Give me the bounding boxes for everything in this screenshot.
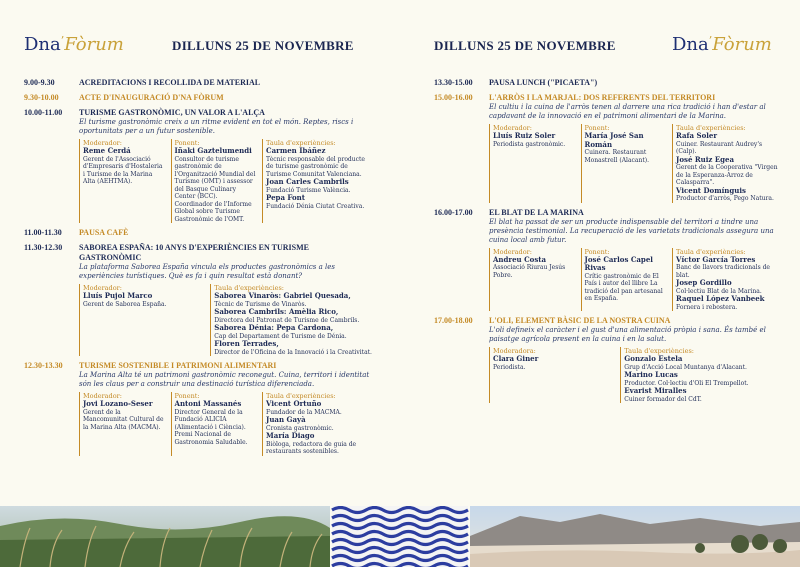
dna-forum-logo-right <box>672 34 772 55</box>
participant-name: Lluís Pujol Marco <box>83 291 153 300</box>
participant-description: Tècnic responsable del producte de turisme gastronòmic de Turisme Comunitat Valenciana. <box>266 155 365 178</box>
session-time: 17.00-18.00 <box>434 316 473 325</box>
participant-description: Director General de la Fundació ALICIA (Alimentació i Ciència). Premi Nacional de Gastronomia Saludable. <box>174 408 248 446</box>
participant-name: Carmen Ibáñez <box>266 146 326 155</box>
participant-name: Antoni Massanés <box>174 399 242 408</box>
session <box>434 316 782 403</box>
participant-name: Saborea Dénia: Pepa Cardona, <box>214 323 334 332</box>
role-label: Moderador: <box>83 392 122 400</box>
participant-name: Raquel López Vanbeek <box>676 294 765 303</box>
session <box>434 208 782 312</box>
session <box>24 93 372 103</box>
participant-name: Gonzalo Estela <box>624 354 683 363</box>
participant-description: Gerent de la Cooperativa "Virgen de la Esperanza-Arroz de Calasparra". <box>676 164 778 186</box>
participant-description: Periodista. <box>493 363 526 371</box>
session <box>434 93 782 203</box>
participant-description: Gerent de Saborea España. <box>83 300 167 308</box>
day-title-left: DILLUNS 25 DE NOVEMBRE <box>172 38 354 53</box>
participant-role <box>581 248 667 312</box>
participant-description: Cuiner formador del CdT. <box>624 395 702 403</box>
session-participants <box>489 124 782 203</box>
participant-role <box>262 139 372 223</box>
session-participants <box>79 139 372 223</box>
participant-description: Grup d'Acció Local Muntanya d'Alacant. <box>624 363 747 371</box>
participant-description: Tècnic de Turisme de Vinaròs. <box>214 300 307 308</box>
role-label: Ponent: <box>174 139 200 147</box>
session-description: El cultiu i la cuina de l'arròs tenen al darrere una rica tradició i han d'estar al capdavant de la innovació en el patrimoni alimentari de la Marina. <box>489 103 766 120</box>
participant-role <box>489 248 575 312</box>
session-title: ACTE D'INAUGURACIÓ D'NA FÒRUM <box>79 93 224 102</box>
participant-role <box>672 124 782 203</box>
logo-dna: Dna <box>672 34 709 55</box>
participant-name: Víctor García Torres <box>676 254 756 264</box>
participant-name: Saborea Vinaròs: Gabriel Quesada, <box>214 291 351 300</box>
participant-description: Cuinera. Restaurant Monastrell (Alacant). <box>584 149 649 164</box>
session <box>24 243 372 356</box>
participant-name: Lluís Ruiz Soler <box>493 131 556 140</box>
dna-forum-logo <box>24 34 124 55</box>
participant-name: Saborea Cambrils: Amèlia Rico, <box>214 307 339 316</box>
participant-description: Fundador de la MACMA. <box>266 408 342 416</box>
logo-forum: Fòrum <box>64 34 124 55</box>
participant-description: Directora del Patronat de Turisme de Cambrils. <box>214 316 360 324</box>
participant-name: José Ruiz Egea <box>676 154 735 164</box>
role-label: Ponent: <box>584 247 610 256</box>
participant-role <box>79 284 204 356</box>
participant-name: Andreu Costa <box>493 254 547 264</box>
participant-name: José Carlos Capel Rivas <box>584 254 653 272</box>
participant-name: Rafa Soler <box>676 131 718 140</box>
participant-description: Gerent de la Mancomunitat Cultural de la Marina Alta (MACMA). <box>83 408 164 431</box>
participant-role <box>262 392 372 456</box>
role-label: Taula d'experiències: <box>266 392 336 400</box>
session-header <box>434 316 782 326</box>
role-label: Moderadora: <box>493 347 536 355</box>
participant-name: Evarist Miralles <box>624 386 687 395</box>
participant-role <box>581 124 667 203</box>
participant-description: Director de l'Oficina de la Innovació i la Creativitat. <box>214 348 372 356</box>
role-label: Ponent: <box>584 124 610 132</box>
mountain-field-photo <box>470 506 800 567</box>
left-column <box>24 78 372 461</box>
participant-description: Crític gastronòmic de El País i autor del llibre La tradició del pan artesanal en España. <box>584 272 663 302</box>
role-label: Taula d'experiències: <box>676 124 746 132</box>
session <box>24 78 372 88</box>
participant-name: Juan Gayà <box>266 415 306 424</box>
participant-role <box>489 347 614 403</box>
participant-description: Gerent de l'Associació d'Empresaris d'Hostaleria i Turisme de la Marina Alta (AEHTMA). <box>83 155 163 185</box>
session-header <box>434 93 782 103</box>
session-title: TURISME GASTRONÒMIC, UN VALOR A L'ALÇA <box>79 108 265 117</box>
participant-role <box>620 347 782 403</box>
session-time: 16.00-17.00 <box>434 207 473 217</box>
participant-role <box>79 139 165 223</box>
session-time: 9.30-10.00 <box>24 93 59 102</box>
photo-strip <box>0 506 800 567</box>
session-title: ACREDITACIONS I RECOLLIDA DE MATERIAL <box>79 78 261 87</box>
participant-description: Productor. Col·lectiu d'Oli El Trempellot. <box>624 379 749 387</box>
role-label: Moderador: <box>83 284 122 292</box>
participant-name: Jovi Lozano-Seser <box>83 399 153 408</box>
participant-description: Periodista gastronòmic. <box>493 140 566 148</box>
participant-name: Marino Lucas <box>624 370 678 379</box>
logo-forum: Fòrum <box>712 34 772 55</box>
role-label: Taula d'experiències: <box>266 139 336 147</box>
role-label: Ponent: <box>174 392 200 400</box>
session-description: La Marina Alta té un patrimoni gastronòmic reconegut. Cuina, territori i identitat són les claus per a construir una destinació turística diferenciada. <box>79 371 370 388</box>
session-description: El turisme gastronòmic creix a un ritme evident en tot el món. Reptes, riscs i oportunitats per a un futur sostenible. <box>79 118 354 135</box>
session-title: L'ARRÒS I LA MARJAL: DOS REFERENTS DEL TERRITORI <box>489 93 716 102</box>
participant-role <box>210 284 372 356</box>
session-description: L'oli defineix el caràcter i el gust d'una alimentació pròpia i sana. És també el paisatge agrícola present en la cuina i en la salut. <box>489 326 766 343</box>
participant-role <box>79 392 165 456</box>
right-column <box>434 78 782 408</box>
session-header <box>24 108 372 118</box>
session-time: 15.00-16.00 <box>434 93 473 102</box>
logo-accent: ’ <box>708 34 713 47</box>
participant-name: Iñaki Gaztelumendi <box>174 146 252 155</box>
session <box>24 108 372 223</box>
participant-name: Reme Cerdá <box>83 146 131 155</box>
session <box>24 228 372 238</box>
participant-role <box>672 248 782 312</box>
participant-role <box>171 139 257 223</box>
session-title: SABOREA ESPAÑA: 10 ANYS D'EXPERIÈNCIES EN TURISME GASTRONÒMIC <box>79 243 309 262</box>
role-label: Moderador: <box>493 124 532 132</box>
participant-description: Cuiner. Restaurant Audrey's (Calp). <box>676 140 763 155</box>
session-header <box>24 78 372 88</box>
role-label: Moderador: <box>493 247 532 256</box>
participant-description: Cap del Departament de Turisme de Dénia. <box>214 332 347 340</box>
session-title: L'OLI, ELEMENT BÀSIC DE LA NOSTRA CUINA <box>489 316 671 325</box>
participant-description: Fornera i rebostera. <box>676 303 738 311</box>
participant-description: Productor d'arròs, Pego Natura. <box>676 195 774 202</box>
participant-name: Floren Terrades, <box>214 339 279 348</box>
session-header <box>434 78 782 88</box>
session-header <box>434 208 782 218</box>
session-description: La plataforma Saborea España vincula els productes gastronòmics a les experiències turístiques. Què es fa i quin resultat està donant? <box>79 263 335 280</box>
role-label: Taula d'experiències: <box>214 284 284 292</box>
session-title: TURISME SOSTENIBLE I PATRIMONI ALIMENTARI <box>79 361 277 370</box>
participant-name: Vicent Ortuño <box>266 399 322 408</box>
waves-pattern <box>332 506 468 567</box>
logo-accent: ’ <box>60 34 65 47</box>
participant-description: Col·lectiu Blat de la Marina. <box>676 287 762 295</box>
participant-name: Pepa Font <box>266 193 306 202</box>
session-header <box>24 228 372 238</box>
session-title: EL BLAT DE LA MARINA <box>489 207 584 217</box>
participant-description: Associació Riurau Jesús Pobre. <box>493 264 566 279</box>
session-header <box>24 361 372 371</box>
session-participants <box>79 392 372 456</box>
session-participants <box>489 248 782 312</box>
session-header <box>24 93 372 103</box>
session-description: El blat ha passat de ser un producte indispensable del territori a tindre una presència testimonial. La recuperació de les varietats tradicionals assegura una cuina local amb futur. <box>489 217 774 244</box>
session-time: 11.00-11.30 <box>24 228 62 237</box>
participant-description: Banc de llavors tradicionals de blat. <box>676 264 770 279</box>
session <box>434 78 782 88</box>
session-time: 13.30-15.00 <box>434 78 473 87</box>
session-participants <box>79 284 372 356</box>
session-time: 11.30-12.30 <box>24 243 63 252</box>
session-time: 9.00-9.30 <box>24 78 55 87</box>
session-title: PAUSA LUNCH ("PICAETA") <box>489 78 598 87</box>
session-participants <box>489 347 782 403</box>
participant-name: María Diago <box>266 431 315 440</box>
day-title-right: DILLUNS 25 DE NOVEMBRE <box>434 38 616 53</box>
participant-description: Biòloga, redactora de guia de restaurants sostenibles. <box>266 440 357 455</box>
participant-role <box>171 392 257 456</box>
participant-name: Clara Giner <box>493 354 539 363</box>
participant-name: María José San Román <box>584 131 644 149</box>
participant-name: Vicent Domínguis <box>676 185 746 195</box>
session-title: PAUSA CAFÈ <box>79 228 129 237</box>
session-time: 10.00-11.00 <box>24 108 63 117</box>
participant-description: Fundació Dénia Ciutat Creativa. <box>266 202 365 210</box>
participant-description: Consultor de turisme gastronòmic de l'Organització Mundial del Turisme (OMT) i assessor del Basque Culinary Center (BCC). Coordinador de l'Informe Global sobre Turisme Gastronòmic de l'OMT. <box>174 155 256 223</box>
participant-name: Josep Gordillo <box>676 278 732 287</box>
participant-name: Joan Carles Cambrils <box>266 177 349 186</box>
role-label: Taula d'experiències: <box>676 247 746 256</box>
logo-dna: Dna <box>24 34 61 55</box>
participant-role <box>489 124 575 203</box>
session-time: 12.30-13.30 <box>24 361 63 370</box>
participant-description: Fundació Turisme València. <box>266 186 351 194</box>
session <box>24 361 372 456</box>
rice-field-photo <box>0 506 330 567</box>
participant-description: Cronista gastronòmic. <box>266 424 334 432</box>
role-label: Taula d'experiències: <box>624 347 694 355</box>
session-header <box>24 243 372 263</box>
role-label: Moderador: <box>83 139 122 147</box>
